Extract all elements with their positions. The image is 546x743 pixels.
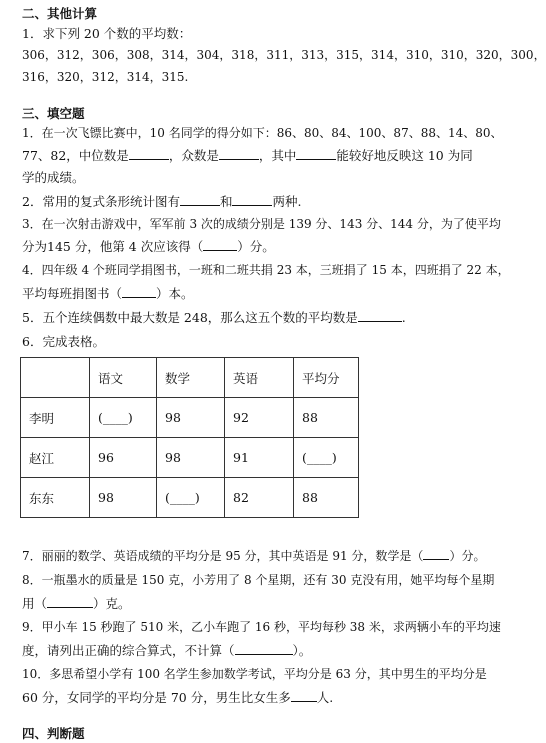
score-table: [20, 357, 359, 518]
fill-q1-text-a: 77、82，中位数是: [22, 148, 129, 163]
fill-q3-line1: 3．在一次射击游戏中，军军前 3 次的成绩分别是 139 分、143 分、144 分，为了使平均: [22, 217, 501, 231]
mode-blank[interactable]: [219, 147, 259, 160]
q-average-prompt: 1．求下列 20 个数的平均数：: [22, 26, 192, 41]
table-row: [21, 438, 359, 478]
fill-q6-prompt: 6．完成表格。: [22, 334, 105, 349]
fill-q7-text-a: 7．丽丽的数学、英语成绩的平均分是 95 分，其中英语是 91 分，数学是（: [22, 549, 424, 563]
fill-q9-text-a: 度，请列出正确的综合算式，不计算（: [22, 643, 235, 658]
table-header-cell: 平均分: [294, 358, 359, 398]
table-cell: 92: [225, 398, 294, 438]
table-cell-blank[interactable]: (____): [90, 398, 157, 438]
fill-q3-text-b: ）分。: [237, 239, 275, 254]
table-cell: 98: [157, 438, 225, 478]
table-cell: 98: [90, 478, 157, 518]
fill-q4-line2: [22, 284, 452, 302]
fill-q3-text-a: 分为145 分，他第 4 次应该得（: [22, 239, 204, 254]
table-header-row: [21, 358, 359, 398]
fill-q4-text-b: ）本。: [156, 286, 194, 301]
table-cell: 88: [294, 398, 359, 438]
table-cell-blank[interactable]: (____): [157, 478, 225, 518]
q-average-numbers-2: 316，320，312，314，315.: [22, 70, 189, 84]
fill-q3-line2: [22, 237, 452, 255]
fill-q7-line: [22, 547, 486, 564]
better-measure-blank[interactable]: [296, 147, 336, 160]
fill-q10-line1: 10．多思希望小学有 100 名学生参加数学考试，平均分是 63 分，其中男生的平均分是: [22, 667, 487, 681]
fill-q2-text-b: 和: [219, 194, 233, 209]
section-title-other-calc: 二、其他计算: [22, 6, 98, 21]
even-average-blank[interactable]: [358, 309, 402, 322]
table-row: [21, 398, 359, 438]
fill-q4-text-a: 平均每班捐图书（: [22, 286, 123, 301]
formula-blank[interactable]: [235, 642, 293, 655]
fill-q8-line1: 8．一瓶墨水的质量是 150 克，小芳用了 8 个星期，还有 30 克没有用，她平均每个星期: [22, 573, 495, 587]
table-header-cell: 语文: [90, 358, 157, 398]
fill-q1-text-c: ，其中: [258, 148, 297, 163]
weekly-usage-blank[interactable]: [47, 595, 93, 608]
fill-q5-text-a: 5．五个连续偶数中最大数是 248，那么这五个数的平均数是: [22, 310, 358, 325]
table-cell: 82: [225, 478, 294, 518]
fill-q2-text-c: 两种.: [272, 194, 302, 209]
table-cell: 东东: [21, 478, 90, 518]
math-score-blank[interactable]: [423, 547, 449, 560]
table-cell: 赵江: [21, 438, 90, 478]
fill-q7-text-b: ）分。: [449, 549, 486, 563]
fill-q5-text-b: .: [401, 310, 406, 325]
fill-q2-text-a: 2．常用的复式条形统计图有: [22, 194, 180, 209]
table-cell: 98: [157, 398, 225, 438]
fill-q10-text-b: 人.: [316, 690, 334, 705]
table-header-cell: [21, 358, 90, 398]
fill-q10-line2: [22, 688, 452, 706]
section-title-fill-blank: 三、填空题: [22, 106, 85, 121]
chart-type-blank-1[interactable]: [180, 193, 220, 206]
table-cell: 91: [225, 438, 294, 478]
fill-q1-line3: 学的成绩。: [22, 170, 85, 185]
table-header-cell: 英语: [225, 358, 294, 398]
books-average-blank[interactable]: [122, 285, 156, 298]
table-header-cell: 数学: [157, 358, 225, 398]
fill-q9-line2: [22, 641, 452, 659]
table-cell: 李明: [21, 398, 90, 438]
fill-q4-line1: 4．四年级 4 个班同学捐图书，一班和二班共捐 23 本，三班捐了 15 本，四班捐了 22 本，: [22, 263, 510, 277]
table-row: [21, 478, 359, 518]
fill-q8-text-b: ）克。: [93, 596, 131, 611]
boys-more-blank[interactable]: [291, 689, 317, 702]
table-cell-blank[interactable]: (____): [294, 438, 359, 478]
fill-q1-text-b: ，众数是: [168, 148, 219, 163]
fill-q2-line: [22, 192, 452, 210]
fill-q1-text-d: 能较好地反映这 10 为同: [336, 148, 473, 163]
section-title-true-false: 四、判断题: [22, 726, 85, 741]
fill-q8-text-a: 用（: [22, 596, 48, 611]
table-cell: 88: [294, 478, 359, 518]
fill-q1-line1: 1．在一次飞镖比赛中，10 名同学的得分如下：86、80、84、100、87、88、14、80、: [22, 126, 503, 140]
fourth-score-blank[interactable]: [203, 238, 237, 251]
chart-type-blank-2[interactable]: [232, 193, 272, 206]
fill-q9-line1: 9．甲小车 15 秒跑了 510 米，乙小车跑了 16 秒，平均每秒 38 米，求两辆小车的平均速: [22, 620, 501, 634]
fill-q8-line2: [22, 594, 452, 612]
fill-q5-line: [22, 308, 452, 326]
median-blank[interactable]: [129, 147, 169, 160]
fill-q9-text-b: ）。: [292, 643, 312, 658]
q-average-numbers-1: 306，312，306，308，314，304，318，311，313，315，314，310，310，320，300，: [22, 48, 546, 62]
fill-q1-line2: [22, 146, 473, 164]
table-cell: 96: [90, 438, 157, 478]
fill-q10-text-a: 60 分，女同学的平均分是 70 分，男生比女生多: [22, 690, 291, 705]
